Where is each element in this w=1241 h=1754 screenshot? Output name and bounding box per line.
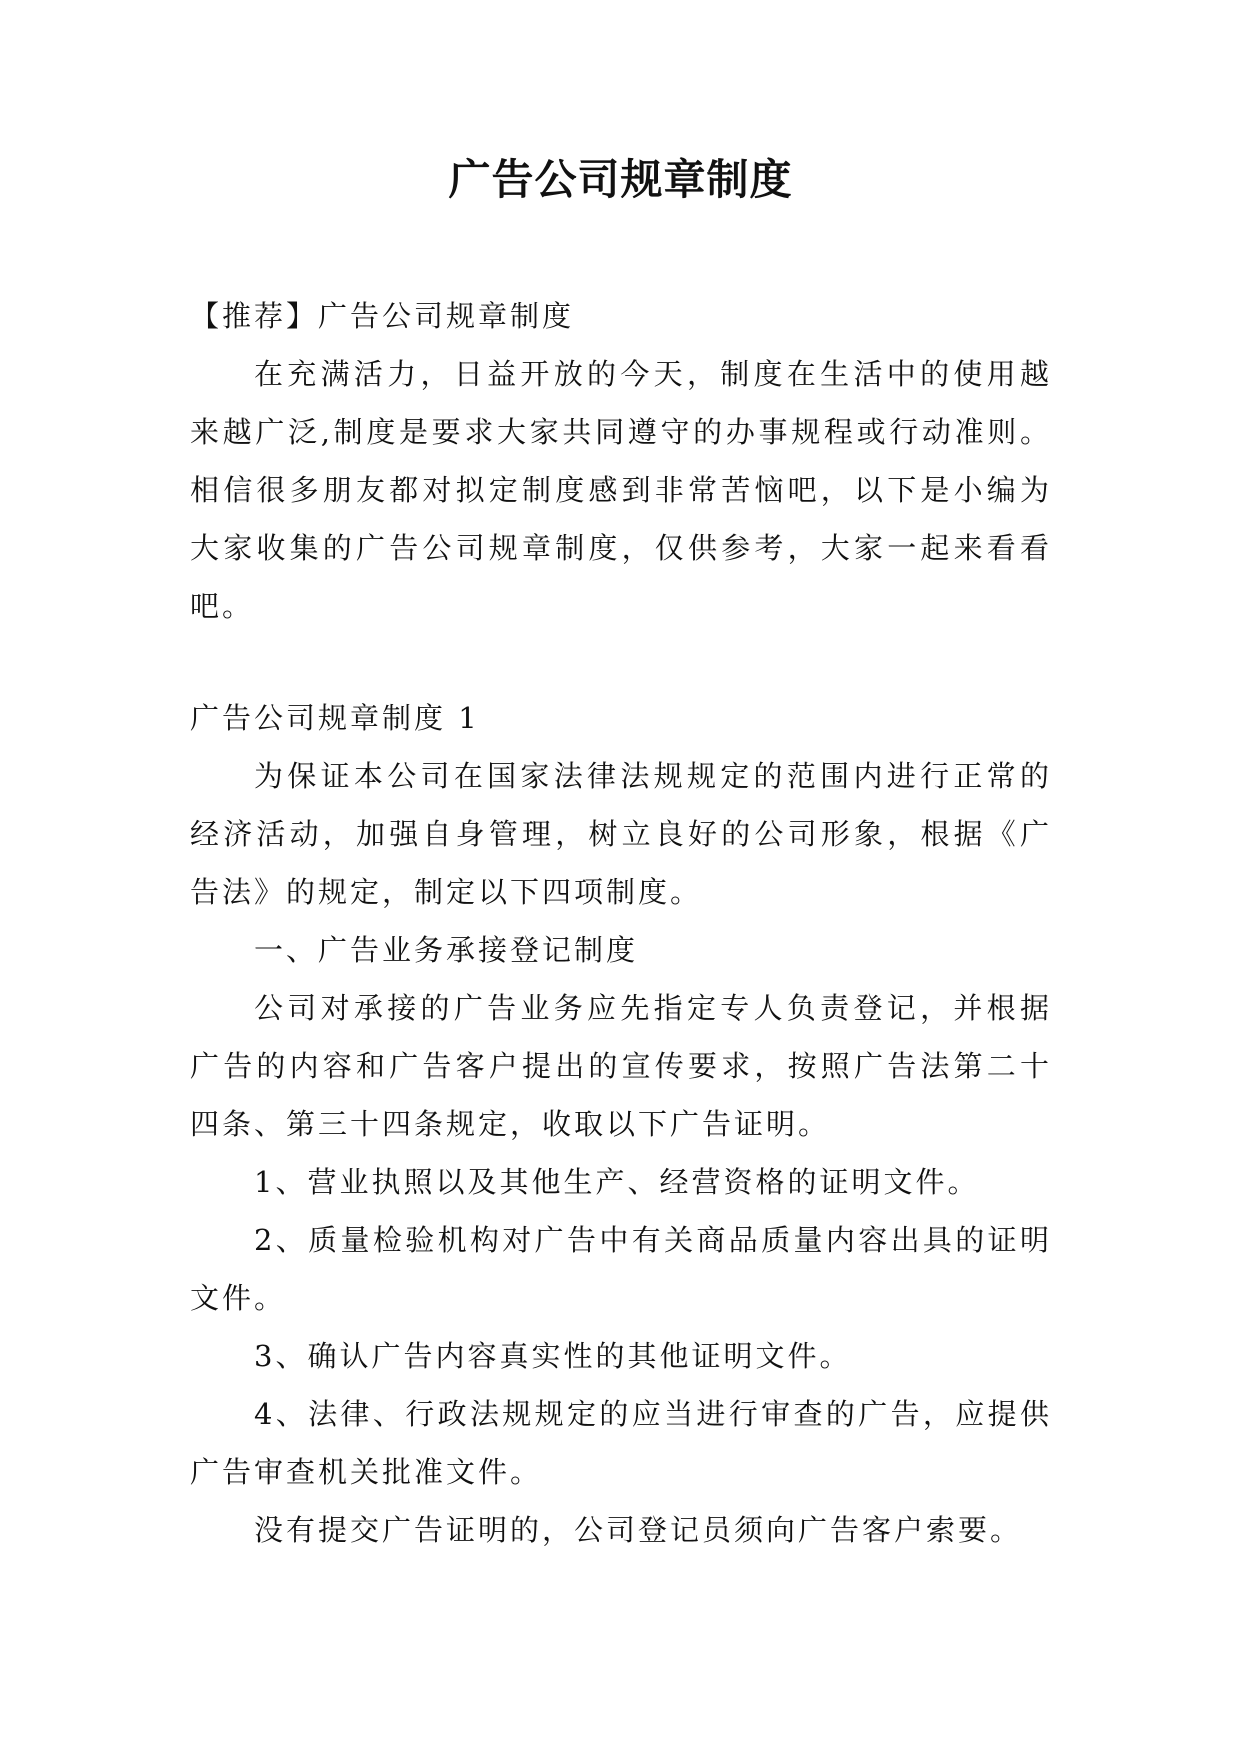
paragraph-registration: 公司对承接的广告业务应先指定专人负责登记，并根据广告的内容和广告客户提出的宣传要求，按照广告法第二十四条、第三十四条规定，收取以下广告证明。 (190, 991, 1052, 1141)
recommend-line: 【推荐】广告公司规章制度 (190, 299, 575, 333)
paragraph-purpose: 为保证本公司在国家法律法规规定的范围内进行正常的经济活动，加强自身管理，树立良好的公司形象，根据《广告法》的规定，制定以下四项制度。 (190, 759, 1052, 909)
document-title: 广告公司规章制度 (448, 155, 793, 204)
list-item-2: 2、质量检验机构对广告中有关商品质量内容出具的证明文件。 (190, 1223, 1052, 1315)
section-title: 广告公司规章制度 1 (190, 701, 480, 735)
intro-paragraph: 在充满活力，日益开放的今天，制度在生活中的使用越来越广泛,制度是要求大家共同遵守的办事规程或行动准则。相信很多朋友都对拟定制度感到非常苦恼吧，以下是小编为大家收集的广告公司规章制度，仅供参考，大家一起来看看吧。 (190, 357, 1052, 623)
list-item-3: 3、确认广告内容真实性的其他证明文件。 (254, 1339, 852, 1373)
paragraph-heading-registration: 一、广告业务承接登记制度 (254, 933, 639, 967)
paragraph-closing: 没有提交广告证明的，公司登记员须向广告客户索要。 (254, 1513, 1023, 1547)
list-item-4: 4、法律、行政法规规定的应当进行审查的广告，应提供广告审查机关批准文件。 (190, 1397, 1052, 1489)
section-content (190, 747, 1052, 1559)
list-item-1: 1、营业执照以及其他生产、经营资格的证明文件。 (254, 1165, 980, 1199)
